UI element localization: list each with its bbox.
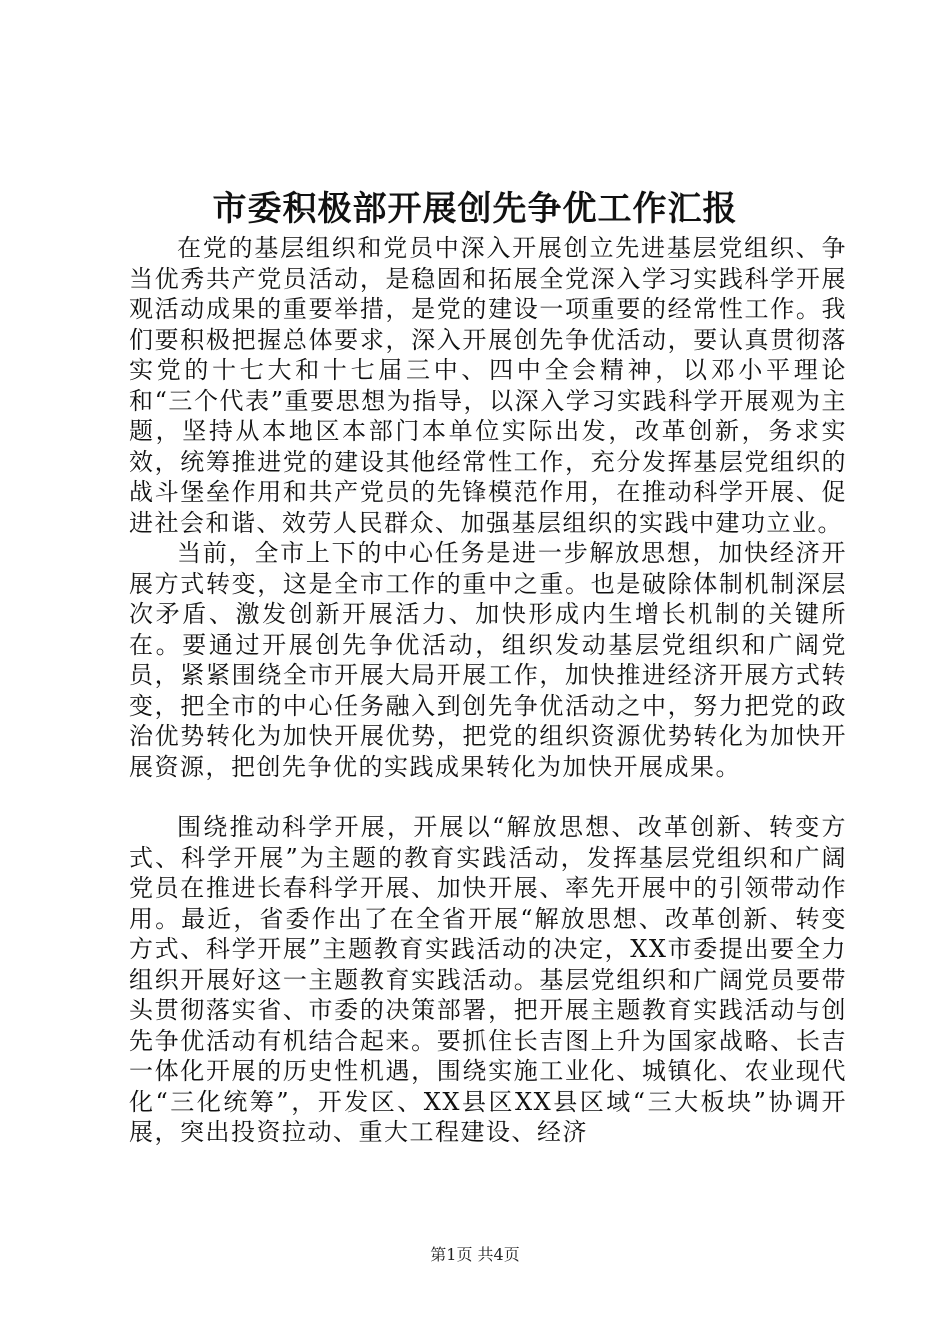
paragraph: 在党的基层组织和党员中深入开展创立先进基层党组织、争当优秀共产党员活动，是稳固和拓展全党深入学习实践科学开展观活动成果的重要举措，是党的建设一项重要的经常性工作。我们要积极把握总体要求，深入开展创先争优活动，要认真贯彻落实党的十七大和十七届三中、四中全会精神，以邓小平理论和“三个代表”重要思想为指导，以深入学习实践科学开展观为主题，坚持从本地区本部门本单位实际出发，改革创新，务求实效，统筹推进党的建设其他经常性工作，充分发挥基层党组织的战斗堡垒作用和共产党员的先锋模范作用，在推动科学开展、促进社会和谐、效劳人民群众、加强基层组织的实践中建功立业。 [129,234,847,537]
document-title: 市委积极部开展创先争优工作汇报 [212,189,738,229]
paragraph: 围绕推动科学开展，开展以“解放思想、改革创新、转变方式、科学开展”为主题的教育实践活动，发挥基层党组织和广阔党员在推进长春科学开展、加快开展、率先开展中的引领带动作用。最近，省委作出了在全省开展“解放思想、改革创新、转变方式、科学开展”主题教育实践活动的决定，XX市委提出要全力组织开展好这一主题教育实践活动。基层党组织和广阔党员要带头贯彻落实省、市委的决策部署，把开展主题教育实践活动与创先争优活动有机结合起来。要抓住长吉图上升为国家战略、长吉一体化开展的历史性机遇，围绕实施工业化、城镇化、农业现代化“三化统筹”，开发区、XX县区XX县区域“三大板块”协调开展，突出投资拉动、重大工程建设、经济 [129,813,847,1146]
document-body [129,233,847,1148]
paragraph: 当前，全市上下的中心任务是进一步解放思想，加快经济开展方式转变，这是全市工作的重中之重。也是破除体制机制深层次矛盾、激发创新开展活力、加快形成内生增长机制的关键所在。要通过开展创先争优活动，组织发动基层党组织和广阔党员，紧紧围绕全市开展大局开展工作，加快推进经济开展方式转变，把全市的中心任务融入到创先争优活动之中，努力把党的政治优势转化为加快开展优势，把党的组织资源优势转化为加快开展资源，把创先争优的实践成果转化为加快开展成果。 [129,539,847,781]
page-number: 第1页 共4页 [430,1245,520,1264]
